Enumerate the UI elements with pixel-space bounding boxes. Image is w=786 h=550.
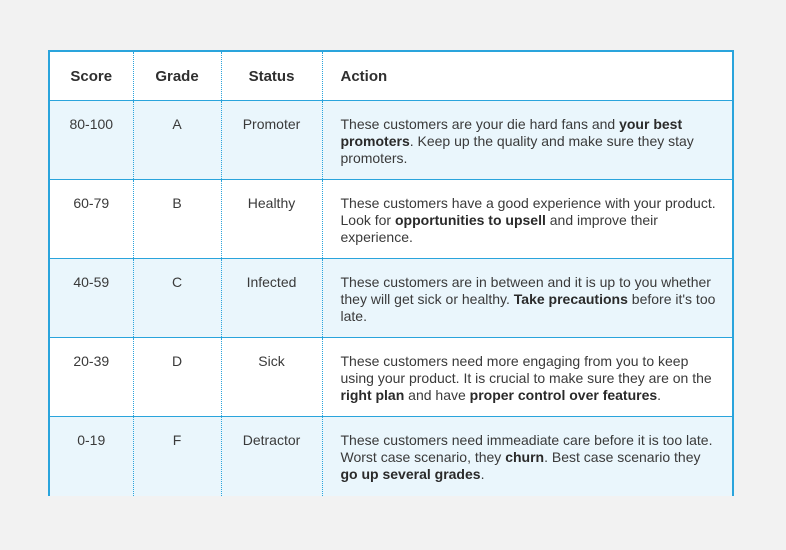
table-row [50, 338, 732, 417]
action-text: These customers are in between and it is up to you whether they will get sick or healthy. [340, 274, 711, 307]
action-text: before it's too late. [340, 291, 716, 324]
status-cell: Sick [221, 338, 322, 417]
action-cell [322, 417, 732, 496]
grade-cell: A [133, 101, 221, 180]
action-text: . [480, 466, 485, 482]
table-row [50, 417, 732, 496]
action-cell [322, 180, 732, 259]
score-cell: 80-100 [50, 101, 133, 180]
action-text: . Keep up the quality and make sure they stay promoters. [340, 133, 694, 166]
action-emphasis: churn [505, 449, 545, 465]
action-emphasis: Take precautions [513, 291, 628, 307]
action-emphasis: proper control over features [469, 387, 658, 403]
action-text: These customers have a good experience with your product. Look for [340, 195, 716, 228]
status-cell: Healthy [221, 180, 322, 259]
score-cell: 40-59 [50, 259, 133, 338]
status-cell: Infected [221, 259, 322, 338]
action-text: and improve their experience. [340, 212, 658, 245]
grade-cell: D [133, 338, 221, 417]
header-status: Status [221, 52, 322, 101]
table-row [50, 101, 732, 180]
table-row [50, 180, 732, 259]
action-cell [322, 259, 732, 338]
action-text: These customers are your die hard fans and [340, 116, 620, 132]
grade-cell: C [133, 259, 221, 338]
action-emphasis: right plan [340, 387, 405, 403]
action-text: These customers need immeadiate care before it is too late. Worst case scenario, they [340, 432, 713, 465]
score-cell: 60-79 [50, 180, 133, 259]
health-score-table [48, 50, 734, 496]
score-cell: 0-19 [50, 417, 133, 496]
action-text: and have [404, 387, 470, 403]
header-grade: Grade [133, 52, 221, 101]
grade-table [50, 52, 732, 496]
action-text: . Best case scenario they [544, 449, 701, 465]
grade-cell: F [133, 417, 221, 496]
action-text: . [657, 387, 662, 403]
action-cell [322, 101, 732, 180]
action-emphasis: go up several grades [340, 466, 481, 482]
status-cell: Promoter [221, 101, 322, 180]
action-emphasis: opportunities to upsell [394, 212, 546, 228]
score-cell: 20-39 [50, 338, 133, 417]
table-row [50, 259, 732, 338]
action-cell [322, 338, 732, 417]
action-text: These customers need more engaging from you to keep using your product. It is crucial to make sure they are on the [340, 353, 712, 386]
action-emphasis: your best promoters [340, 116, 683, 149]
status-cell: Detractor [221, 417, 322, 496]
grade-cell: B [133, 180, 221, 259]
header-row [50, 52, 732, 101]
header-score: Score [50, 52, 133, 101]
header-action: Action [322, 52, 732, 101]
